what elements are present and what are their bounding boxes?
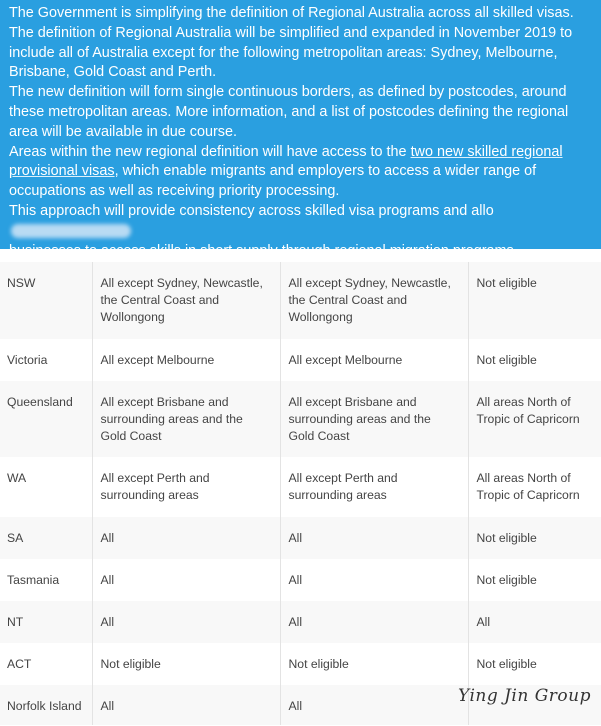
- table-cell: All except Melbourne: [92, 339, 280, 381]
- table-cell: All areas North of Tropic of Capricorn: [468, 457, 601, 517]
- table-cell: All except Sydney, Newcastle, the Central Coast and Wollongong: [280, 262, 468, 339]
- table-cell: All: [92, 601, 280, 643]
- banner-paragraph-1: The Government is simplifying the definition of Regional Australia across all skilled visas. The definition of Regional Australia will be simplified and expanded in November 2019 to include all of Australia except for the following metropolitan areas: Sydney, Melbourne, Brisbane, Gold Coast and Perth.: [9, 5, 574, 81]
- table-cell: All: [280, 559, 468, 601]
- table-cell: All: [92, 559, 280, 601]
- table-cell: All except Sydney, Newcastle, the Central Coast and Wollongong: [92, 262, 280, 339]
- table-cell-region: Victoria: [0, 339, 92, 381]
- table-cell: Not eligible: [280, 643, 468, 685]
- table-cell-region: Norfolk Island: [0, 685, 92, 725]
- table-cell: Not eligible: [468, 559, 601, 601]
- table-cell: All: [280, 601, 468, 643]
- table-row: [0, 339, 601, 381]
- table-row: [0, 559, 601, 601]
- banner-paragraph-4-tail: businesses to access skills in short supply through regional migration programs.: [9, 242, 518, 259]
- banner-paragraph-2: The new definition will form single continuous borders, as defined by postcodes, around these metropolitan areas. More information, and a list of postcodes defining the regional area will be available in due course.: [9, 84, 569, 140]
- table-cell: All: [280, 517, 468, 559]
- table-cell-region: Queensland: [0, 381, 92, 457]
- table-cell: All areas North of Tropic of Capricorn: [468, 381, 601, 457]
- banner-paragraph-3-text: Areas within the new regional definition will have access to the: [9, 143, 411, 160]
- table-cell-region: ACT: [0, 643, 92, 685]
- table-row: [0, 517, 601, 559]
- table-row: [0, 381, 601, 457]
- table-cell: All except Brisbane and surrounding areas and the Gold Coast: [92, 381, 280, 457]
- table-cell: All: [92, 685, 280, 725]
- table-cell-region: NSW: [0, 262, 92, 339]
- table-cell: Not eligible: [468, 517, 601, 559]
- table-row: [0, 643, 601, 685]
- table-cell: All: [92, 517, 280, 559]
- table-cell: Not eligible: [92, 643, 280, 685]
- table-cell: All except Brisbane and surrounding areas and the Gold Coast: [280, 381, 468, 457]
- regional-definition-table: [0, 262, 601, 725]
- table-row: [0, 601, 601, 643]
- table-cell: Not eligible: [468, 339, 601, 381]
- info-banner: [0, 0, 601, 259]
- table-cell-region: SA: [0, 517, 92, 559]
- table-cell-region: NT: [0, 601, 92, 643]
- banner-paragraph-4: [9, 202, 595, 261]
- blurred-text: [11, 224, 131, 238]
- table-cell: All except Perth and surrounding areas: [280, 457, 468, 517]
- banner-paragraph-3: [9, 143, 595, 202]
- table-cell-region: Tasmania: [0, 559, 92, 601]
- table-cell: All except Perth and surrounding areas: [92, 457, 280, 517]
- table-cell: All: [468, 601, 601, 643]
- table-cell: All: [280, 685, 468, 725]
- table-cell-region: WA: [0, 457, 92, 517]
- banner-paragraph-4-text: This approach will provide consistency across skilled visa programs and allo: [9, 202, 494, 219]
- table-cell: Not eligible: [468, 643, 601, 685]
- regional-visas-link[interactable]: two new skilled regional provisional visas: [9, 143, 563, 180]
- banner-paragraph-3-tail: , which enable migrants and employers to access a wider range of occupations as well as receiving priority processing.: [9, 163, 537, 200]
- table-cell: All except Melbourne: [280, 339, 468, 381]
- table-row: [0, 262, 601, 339]
- table-cell: Not eligible: [468, 262, 601, 339]
- table-row: [0, 457, 601, 517]
- watermark-logo: Ying Jin Group: [458, 686, 591, 706]
